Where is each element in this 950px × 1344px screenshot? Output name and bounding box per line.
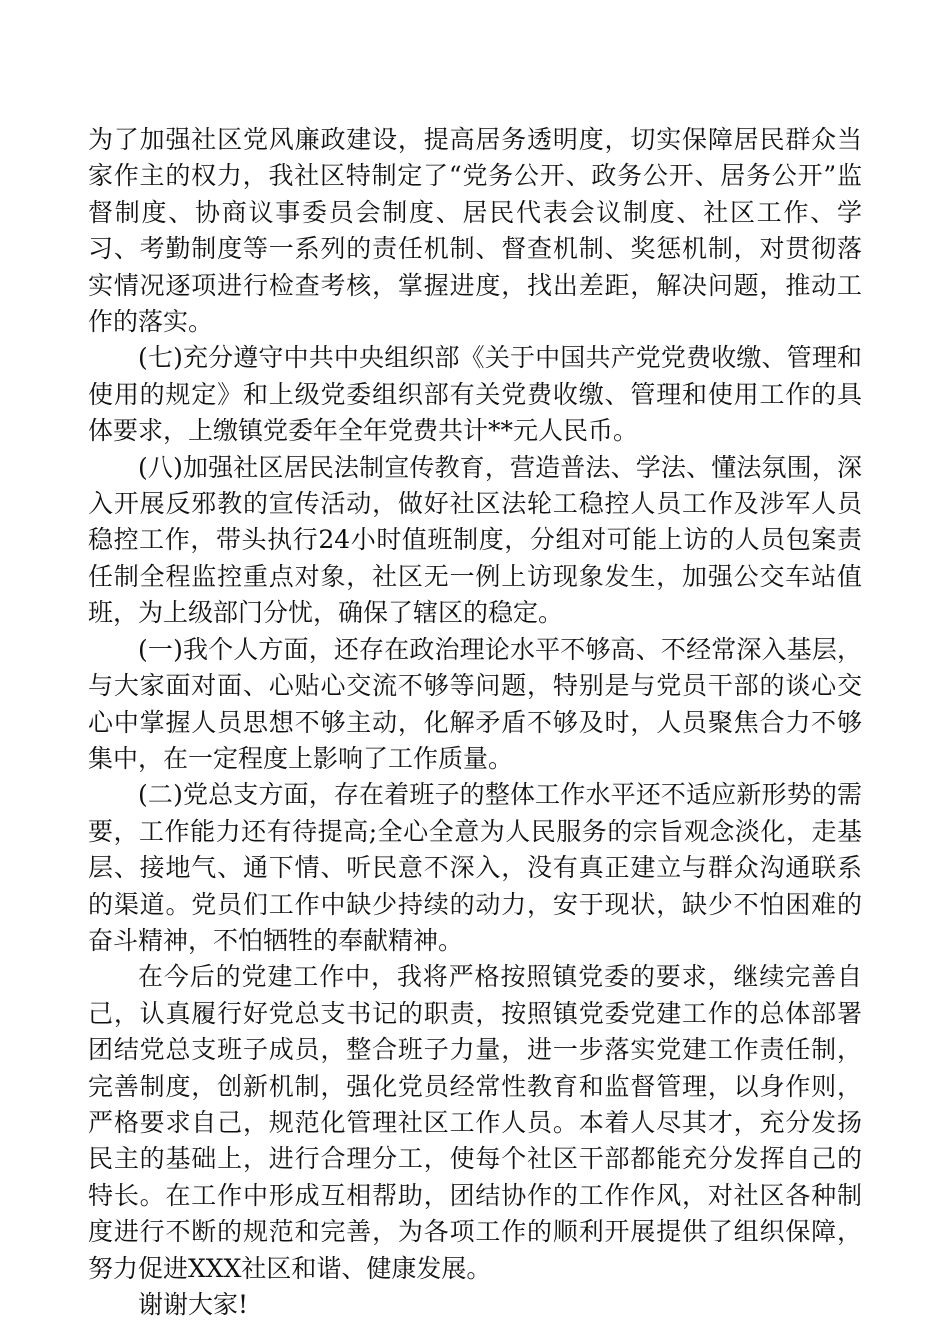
paragraph-branch-shortcomings: (二)党总支方面，存在着班子的整体工作水平还不适应新形势的需要，工作能力还有待提高;全心全意为人民服务的宗旨观念淡化，走基层、接地气、通下情、听民意不深入，没有真正建立与群众沟通联系的渠道。党员们工作中缺少持续的动力，安于现状，缺少不怕困难的奋斗精神，不怕牺牲的奉献精神。 bbox=[88, 780, 862, 955]
paragraph-supervision-systems: 为了加强社区党风廉政建设，提高居务透明度，切实保障居民群众当家作主的权力，我社区特制定了“党务公开、政务公开、居务公开”监督制度、协商议事委员会制度、居民代表会议制度、社区工作、学习、考勤制度等一系列的责任机制、督查机制、奖惩机制，对贯彻落实情况逐项进行检查考核，掌握进度，找出差距，解决问题，推动工作的落实。 bbox=[88, 125, 862, 337]
paragraph-legal-education: (八)加强社区居民法制宣传教育，营造普法、学法、懂法氛围，深入开展反邪教的宣传活动，做好社区法轮工稳控人员工作及涉军人员稳控工作，带头执行24小时值班制度，分组对可能上访的人员包案责任制全程监控重点对象，社区无一例上访现象发生，加强公交车站值班，为上级部门分忧，确保了辖区的稳定。 bbox=[88, 452, 862, 628]
paragraph-future-plans: 在今后的党建工作中，我将严格按照镇党委的要求，继续完善自己，认真履行好党总支书记的职责，按照镇党委党建工作的总体部署团结党总支班子成员，整合班子力量，进一步落实党建工作责任制，完善制度，创新机制，强化党员经常性教育和监督管理，以身作则，严格要求自己，规范化管理社区工作人员。本着人尽其才，充分发扬民主的基础上，进行合理分工，使每个社区干部都能充分发挥自己的特长。在工作中形成互相帮助，团结协作的工作作风，对社区各种制度进行不断的规范和完善，为各项工作的顺利开展提供了组织保障，努力促进XXX社区和谐、健康发展。 bbox=[88, 962, 862, 1283]
paragraph-closing-thanks: 谢谢大家! bbox=[138, 1290, 249, 1319]
paragraph-party-fees: (七)充分遵守中共中央组织部《关于中国共产党党费收缴、管理和使用的规定》和上级党委组织部有关党费收缴、管理和使用工作的具体要求，上缴镇党委年全年党费共计**元人民币。 bbox=[88, 343, 862, 446]
paragraph-personal-shortcomings: (一)我个人方面，还存在政治理论水平不够高、不经常深入基层，与大家面对面、心贴心交流不够等问题，特别是与党员干部的谈心交心中掌握人员思想不够主动，化解矛盾不够及时，人员聚焦合力不够集中，在一定程度上影响了工作质量。 bbox=[88, 634, 862, 773]
document-body bbox=[88, 122, 862, 1323]
